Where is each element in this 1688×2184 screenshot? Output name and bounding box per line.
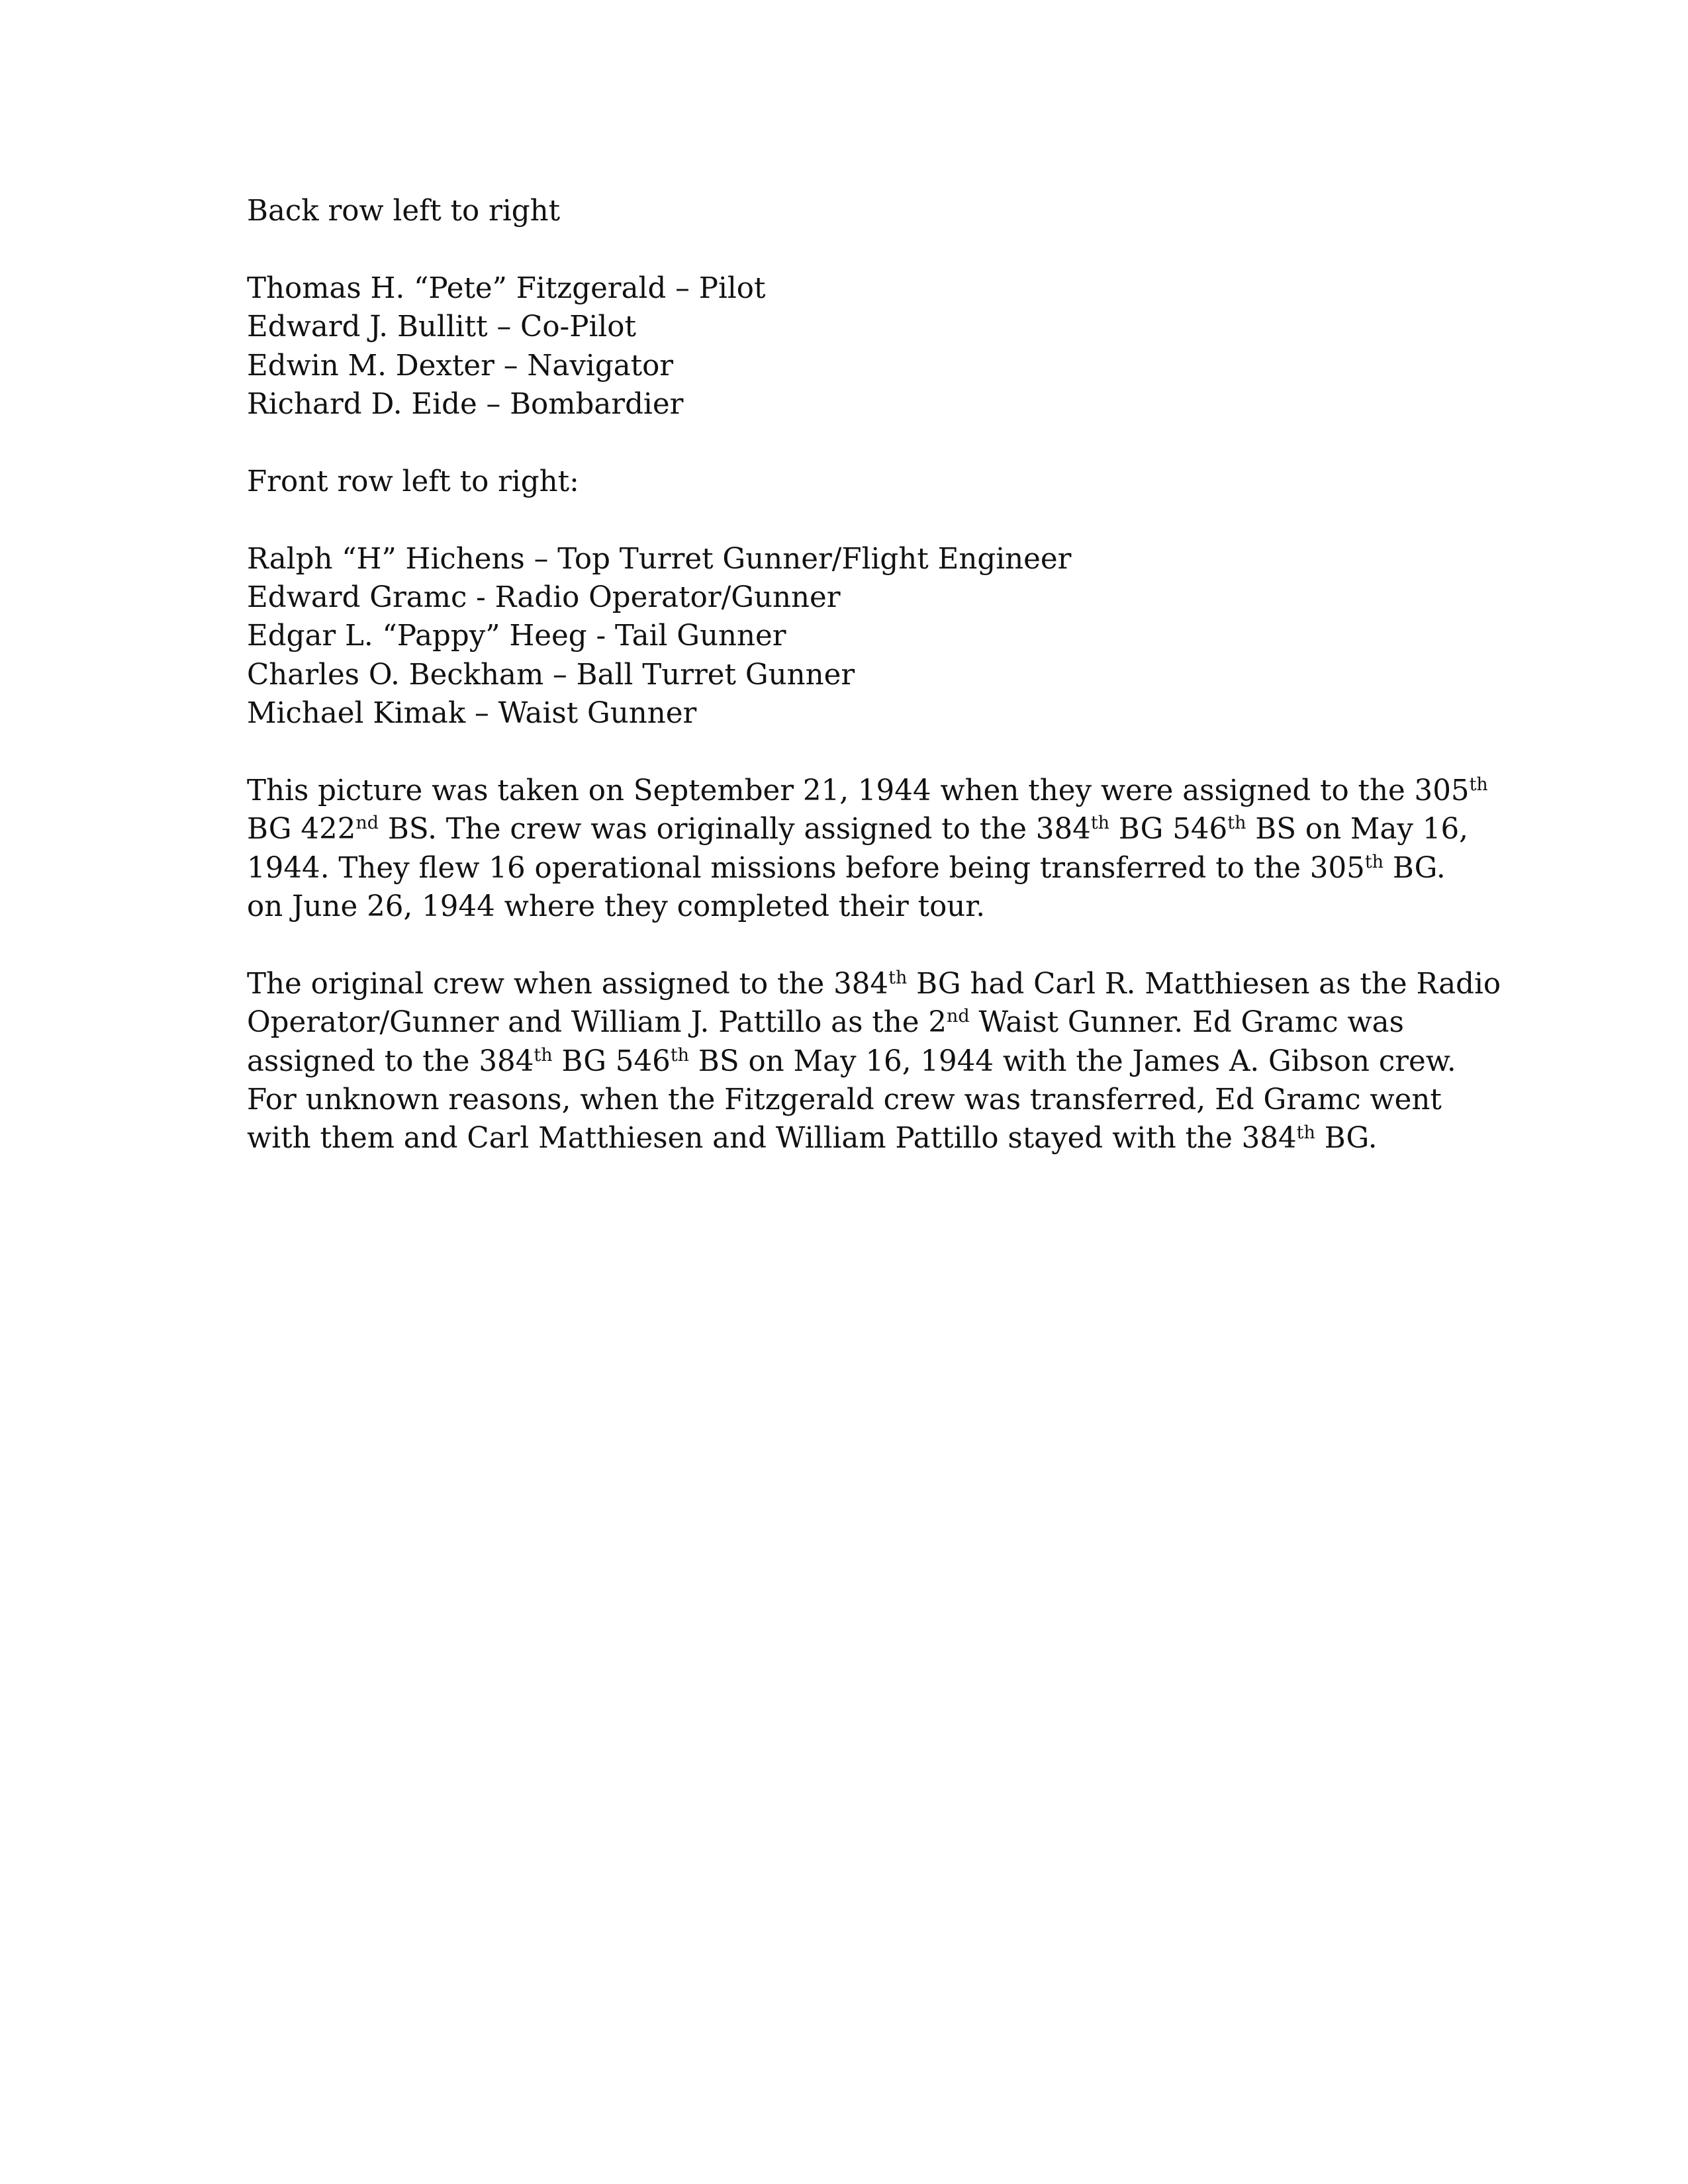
superscript: th	[888, 967, 908, 988]
text-run: assigned to the 384	[247, 1044, 534, 1078]
superscript: th	[1227, 813, 1246, 834]
text-run: This picture was taken on September 21, 1944 when they were assigned to the 305	[247, 774, 1470, 807]
text-run: BG 422	[247, 813, 356, 846]
text-run: BS on May 16, 1944 with the James A. Gibson crew.	[689, 1044, 1456, 1078]
blank-line	[247, 926, 1458, 964]
blank-line	[247, 230, 1458, 269]
text-run: BS. The crew was originally assigned to the 384	[379, 813, 1091, 846]
front-row-member: Michael Kimak – Waist Gunner	[247, 697, 697, 731]
text-run: BG had Carl R. Matthiesen as the Radio	[907, 967, 1501, 1001]
back-row-member: Edwin M. Dexter – Navigator	[247, 349, 674, 383]
superscript: nd	[355, 813, 379, 834]
text-run: with them and Carl Matthiesen and William Pattillo stayed with the 384	[247, 1122, 1297, 1156]
blank-line	[247, 501, 1458, 539]
paragraph2-line	[247, 1081, 1458, 1119]
text-run: BG 546	[552, 1044, 671, 1078]
front-row-member: Ralph “H” Hichens – Top Turret Gunner/Flight Engineer	[247, 542, 1072, 576]
superscript: th	[1364, 851, 1384, 872]
text-run: BG.	[1315, 1122, 1378, 1156]
superscript: th	[1469, 774, 1488, 796]
superscript: th	[1090, 813, 1110, 834]
superscript: th	[670, 1044, 690, 1066]
superscript: th	[1296, 1122, 1315, 1143]
text-run: Waist Gunner. Ed Gramc was	[969, 1006, 1404, 1040]
paragraph1-line	[247, 810, 1468, 848]
front-row-heading: Front row left to right:	[247, 465, 579, 498]
document-body	[247, 192, 1501, 1158]
text-run: BS on May 16,	[1246, 813, 1468, 846]
paragraph1-line	[247, 849, 1458, 887]
back-row-member: Edward J. Bullitt – Co-Pilot	[247, 310, 636, 344]
front-row-member: Charles O. Beckham – Ball Turret Gunner	[247, 658, 855, 692]
text-run: 1944. They flew 16 operational missions before being transferred to the 305	[247, 851, 1365, 885]
superscript: th	[534, 1044, 553, 1066]
front-row-member: Edgar L. “Pappy” Heeg - Tail Gunner	[247, 619, 786, 653]
paragraph2-line	[247, 1042, 1458, 1081]
back-row-heading: Back row left to right	[247, 195, 561, 228]
back-row-member: Thomas H. “Pete” Fitzgerald – Pilot	[247, 271, 766, 305]
back-row-member: Richard D. Eide – Bombardier	[247, 387, 684, 421]
superscript: nd	[947, 1006, 970, 1027]
blank-line	[247, 733, 1458, 771]
front-row-member: Edward Gramc - Radio Operator/Gunner	[247, 580, 841, 614]
paragraph1-line	[247, 887, 1458, 926]
paragraph1-line	[247, 772, 1488, 810]
paragraph2-line	[247, 1003, 1458, 1042]
text-run: BG 546	[1109, 813, 1228, 846]
blank-line	[247, 424, 1458, 462]
text-run: BG.	[1383, 851, 1446, 885]
text-run: on June 26, 1944 where they completed their tour.	[247, 890, 986, 924]
text-run: The original crew when assigned to the 384	[247, 967, 889, 1001]
text-run: Operator/Gunner and William J. Pattillo as the 2	[247, 1006, 947, 1040]
paragraph2-line	[247, 965, 1501, 1003]
text-run: For unknown reasons, when the Fitzgerald crew was transferred, Ed Gramc went	[247, 1083, 1442, 1116]
paragraph2-line	[247, 1119, 1458, 1158]
